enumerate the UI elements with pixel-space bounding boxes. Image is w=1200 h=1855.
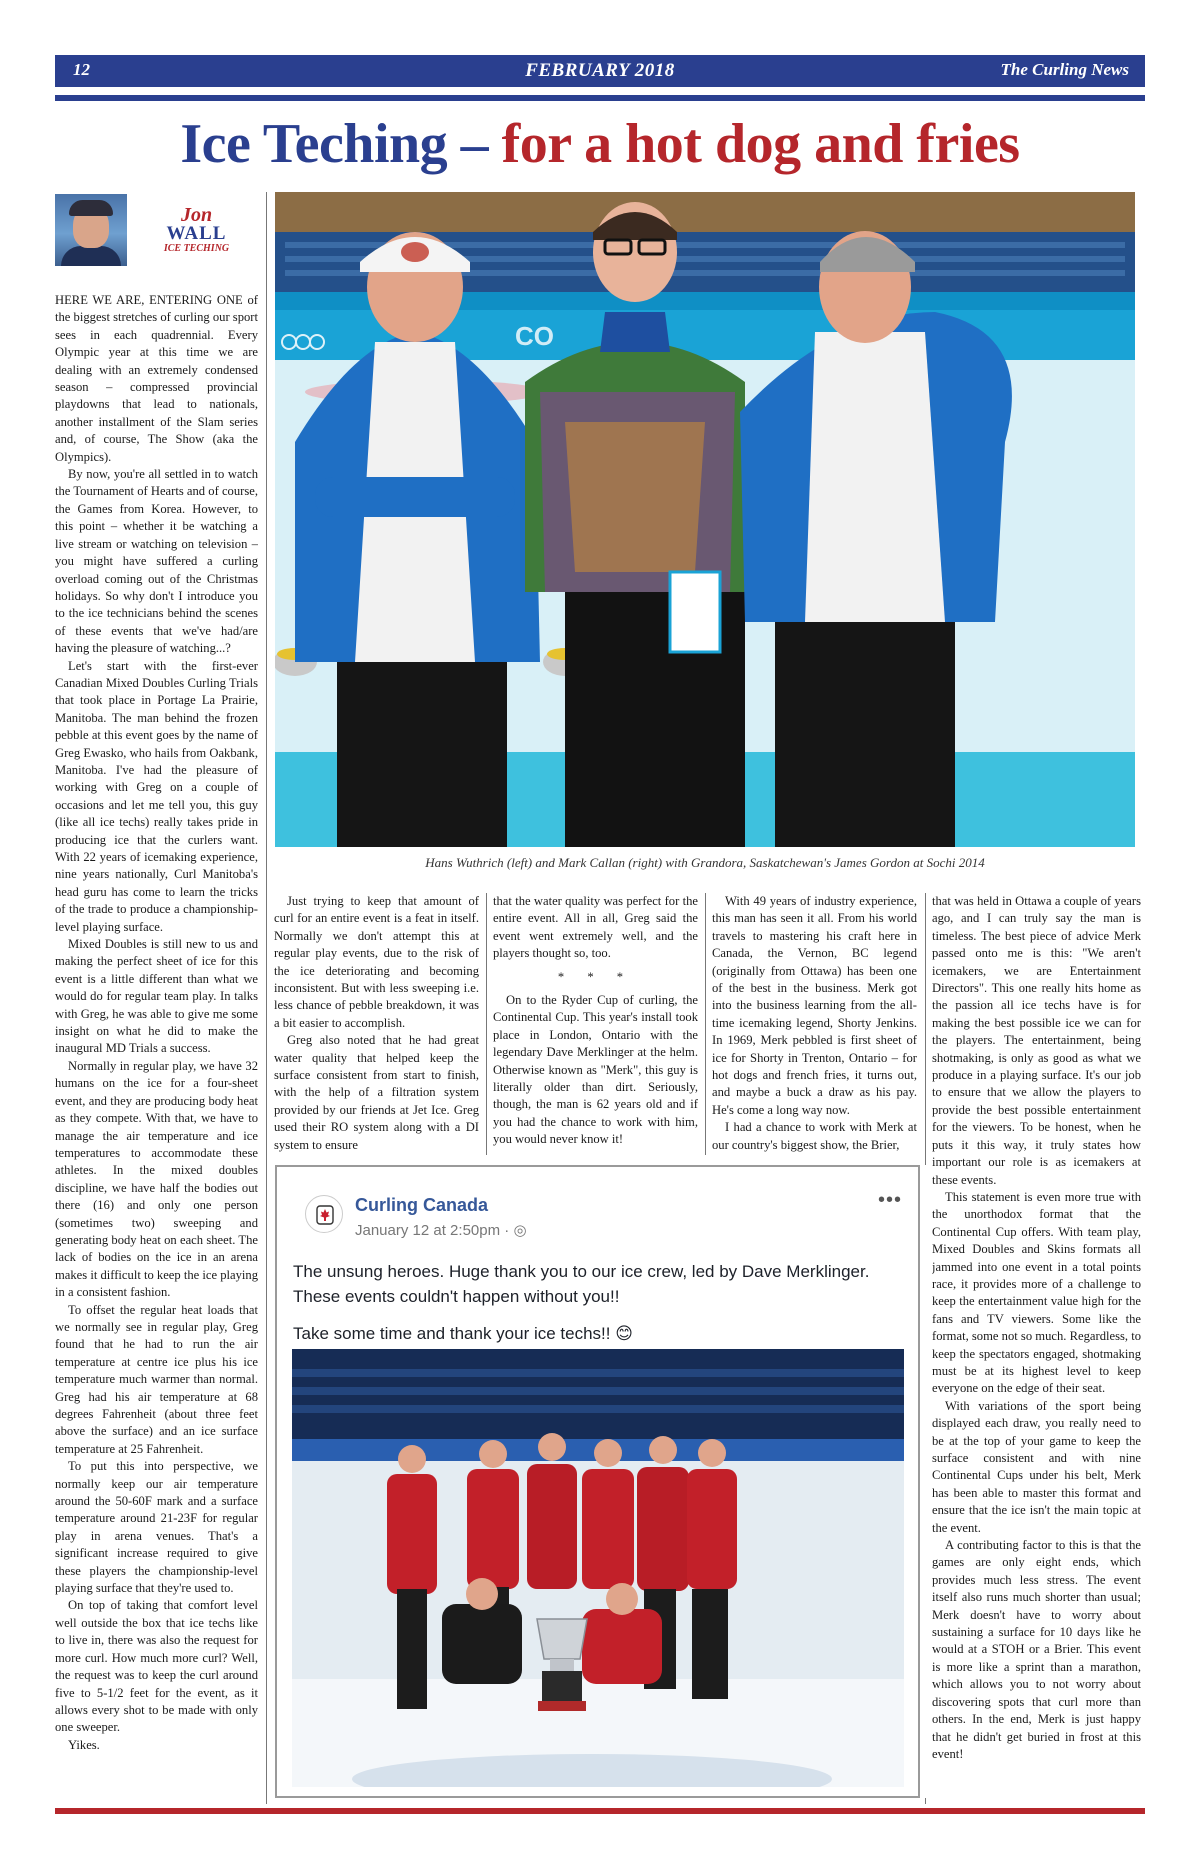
article-column-4 (712, 893, 917, 1155)
header-rule (55, 95, 1145, 101)
sochi-ice-crew-photo (275, 192, 1135, 847)
page-number: 12 (73, 60, 90, 79)
article-paragraph: On to the Ryder Cup of curling, the Continental Cup. This year's install took place in London, Ontario with the legendary Dave Merklinger at the helm. Otherwise known as "Merk", this guy is literally older than dirt. Seriously, though, the man is 62 years old and if you had the chance to work with him, you would never know it! (493, 993, 698, 1147)
headline-part-2: for a hot dog and fries (501, 113, 1020, 175)
article-paragraph: that was held in Ottawa a couple of years ago, and I can truly say the man is timeless. The best piece of advice Merk passed onto me is this: "We aren't icemakers, we are Entertainment Directors". This one really hits home as the passion all ice techs have is for making the best possible ice we can for the players. The entertainment, being shotmaking, is only as good as what we produce in a playing surface. It's our job to ensure that we allow the players to provide the best possible entertainment for the viewers. To be honest, when he puts it this way, it truly states how important our role is as icemakers at these events. (932, 894, 1141, 1187)
article-paragraph: This statement is even more true with the unorthodox format that the Continental Cup offers. With team play, Mixed Doubles and Skins formats all jammed into one event in a total points race, it provides more of a challenge to keep the entertainment value high for the fans and TV viewers. Some like the format, some not so much. Regardless, to keep the spectators engaged, shotmaking must be at its highest level to keep everyone on the edge of their seat. (932, 1189, 1141, 1396)
footer-rule (55, 1808, 1145, 1814)
author-last-name: WALL (166, 223, 227, 244)
article-column-3 (493, 893, 698, 1155)
page-header-band (55, 55, 1145, 87)
column-name: ICE TECHING (163, 243, 230, 254)
maple-leaf-icon (316, 1205, 334, 1225)
globe-icon: ◎ (513, 1222, 527, 1239)
publication-name: The Curling News (1000, 60, 1129, 79)
curling-canada-logo (305, 1195, 343, 1233)
article-paragraph: Mixed Doubles is still new to us and making the perfect sheet of ice for this event is a little different than what we would do for regular team play. In talks with Greg, he was able to give me some insight on what he did to make the inaugural MD Trials a success. (55, 937, 258, 1056)
issue-date: FEBRUARY 2018 (525, 60, 675, 81)
headline (55, 112, 1145, 176)
author-photo (55, 194, 127, 266)
article-paragraph: To put this into perspective, we normally keep our air temperature around the 50-60F mark and a surface temperature around 21-23F for regular play in arena venues. That's a significant increase required to give these players the championship-level playing surface that they're used to. (55, 1459, 258, 1596)
post-timestamp[interactable] (355, 1221, 527, 1239)
column-divider (486, 893, 487, 1155)
post-text-line: Take some time and thank your ice techs!! 😊 (293, 1324, 633, 1343)
more-options-icon[interactable]: ••• (877, 1189, 902, 1211)
facebook-post (275, 1165, 920, 1798)
article-paragraph: Greg also noted that he had great water quality that helped keep the surface consistent from start to finish, with the help of a filtration system provided by our friends at Jet Ice. Greg used their RO system along with a DI system to ensure (274, 1033, 479, 1152)
article-paragraph: I had a chance to work with Merk at our country's biggest show, the Brier, (712, 1120, 917, 1152)
article-paragraph: that the water quality was perfect for the entire event. All in all, Greg said the event went extremely well, and the players thought so, too. (493, 894, 698, 961)
headline-part-1: Ice Teching – (180, 113, 502, 175)
article-paragraph: On top of taking that comfort level well outside the box that ice techs like to live in, there was also the request for more curl. How much more curl? Well, the request was to keep the curl around five to 5-1/2 feet for the event, as it allows every shot to be made with only one sweeper. (55, 1598, 258, 1735)
article-column-5 (932, 893, 1141, 1804)
article-paragraph: A contributing factor to this is that the games are only eight ends, which provides much less stress. The event itself also runs much shorter than usual; Merk doesn't have to worry about sustaining a surface for 10 days like he would at a STOH or a Brier. This event is more like a sprint than a marathon, which allows you to not worry about discovering spots that curl more than others. In the end, Merk is just happy that he didn't get buried in frost at this event! (932, 1538, 1141, 1761)
facebook-page-name[interactable]: Curling Canada (355, 1195, 489, 1215)
article-paragraph: To offset the regular heat loads that we normally see in regular play, Greg found that he had to run the air temperature at centre ice plus his ice temperature much warmer than normal. Greg had his air temperature at 68 degrees Fahrenheit (about three feet above the surface) and an ice surface temperature at 25 Fahrenheit. (55, 1302, 258, 1456)
article-paragraph: Yikes. (68, 1737, 100, 1752)
article-column-1 (55, 292, 258, 1802)
article-paragraph: By now, you're all settled in to watch the Tournament of Hearts and of course, the Games from Korea. However, to this point – whether it be watching a live stream or watching on television – you might have suffered a curling overload coming out of the Christmas holidays. So why don't I introduce you to the ice technicians behind the scenes of these events that we've had/are having the pleasure of watching...? (55, 467, 258, 656)
photo-caption: Hans Wuthrich (left) and Mark Callan (right) with Grandora, Saskatchewan's James Gordon at Sochi 2014 (425, 855, 985, 870)
post-timestamp-text: January 12 at 2:50pm · (355, 1222, 514, 1239)
article-paragraph: Let's start with the first-ever Canadian Mixed Doubles Curling Trials that took place in Portage La Prairie, Manitoba. The man behind the frozen pebble at this event goes by the name of Greg Ewasko, who hails from Oakbank, Manitoba. I've had the pleasure of working with Greg on a couple of occasions and let me tell you, this guy (like all ice techs) really takes pride in producing ice that the curlers want. With 22 years of icemaking experience, nine years nationally, Curl Manitoba's head guru has come to learn the tricks of the trade to produce a championship-level playing surface. (55, 658, 258, 934)
article-paragraph: HERE WE ARE, ENTERING ONE of the biggest stretches of curling our sport sees in each quadrennial. Every Olympic year at this time we are dealing with an extremely condensed season – compressed provincial playdowns that lead to nationals, another installment of the Slam series and, of course, The Show (aka the Olympics). (55, 293, 258, 464)
author-first-name: Jon (180, 204, 213, 226)
column-divider (266, 192, 267, 1804)
column-divider (925, 1798, 926, 1804)
article-paragraph: With variations of the sport being displayed each draw, you really need to be at the top of your game to keep the surface consistent and with nine Continental Cups under his belt, Merk has been able to master this format and ensure that the ice isn't the main topic at the event. (932, 1398, 1141, 1535)
column-divider (705, 893, 706, 1155)
article-paragraph: Just trying to keep that amount of curl for an entire event is a feat in itself. Normally we don't attempt this at regular play events, due to the risk of the ice deteriorating and becoming inconsistent. But with less sweeping i.e. less chance of pebble breakdown, it was a bit easier to accomplish. (274, 894, 479, 1030)
ice-crew-group-photo (292, 1349, 904, 1787)
article-column-2 (274, 893, 479, 1155)
article-paragraph: Normally in regular play, we have 32 humans on the ice for a four-sheet event, and they are producing body heat as they compete. With that, we have to manage the air temperature and ice temperatures to accommodate these athletes. In the mixed doubles discipline, we have half the bodies out there (16) and only one person (sometimes two) sweeping and generating body heat on each sheet. The lack of bodies on the ice in an arena makes it difficult to keep the ice playing in a consistent fashion. (55, 1058, 258, 1300)
column-divider (925, 893, 926, 1165)
post-text-line: The unsung heroes. Huge thank you to our ice crew, led by Dave Merklinger. These events couldn't happen without you!! (293, 1262, 870, 1306)
svg-text:CO: CO (515, 321, 554, 351)
section-break: * * * (557, 969, 634, 984)
post-text (293, 1259, 893, 1346)
article-paragraph: With 49 years of industry experience, this man has seen it all. From his world travels to mastering his craft here in Canada, the Vernon, BC legend (originally from Ottawa) has been one of the best in the business. Merk got into the business learning from the all-time icemaking legend, Shorty Jenkins. In 1969, Merk pebbled is first sheet of ice for Shorty in Trenton, Ontario – for hot dogs and french fries, it turns out, and maybe a buck a draw as his pay. He's come a long way now. (712, 894, 917, 1117)
